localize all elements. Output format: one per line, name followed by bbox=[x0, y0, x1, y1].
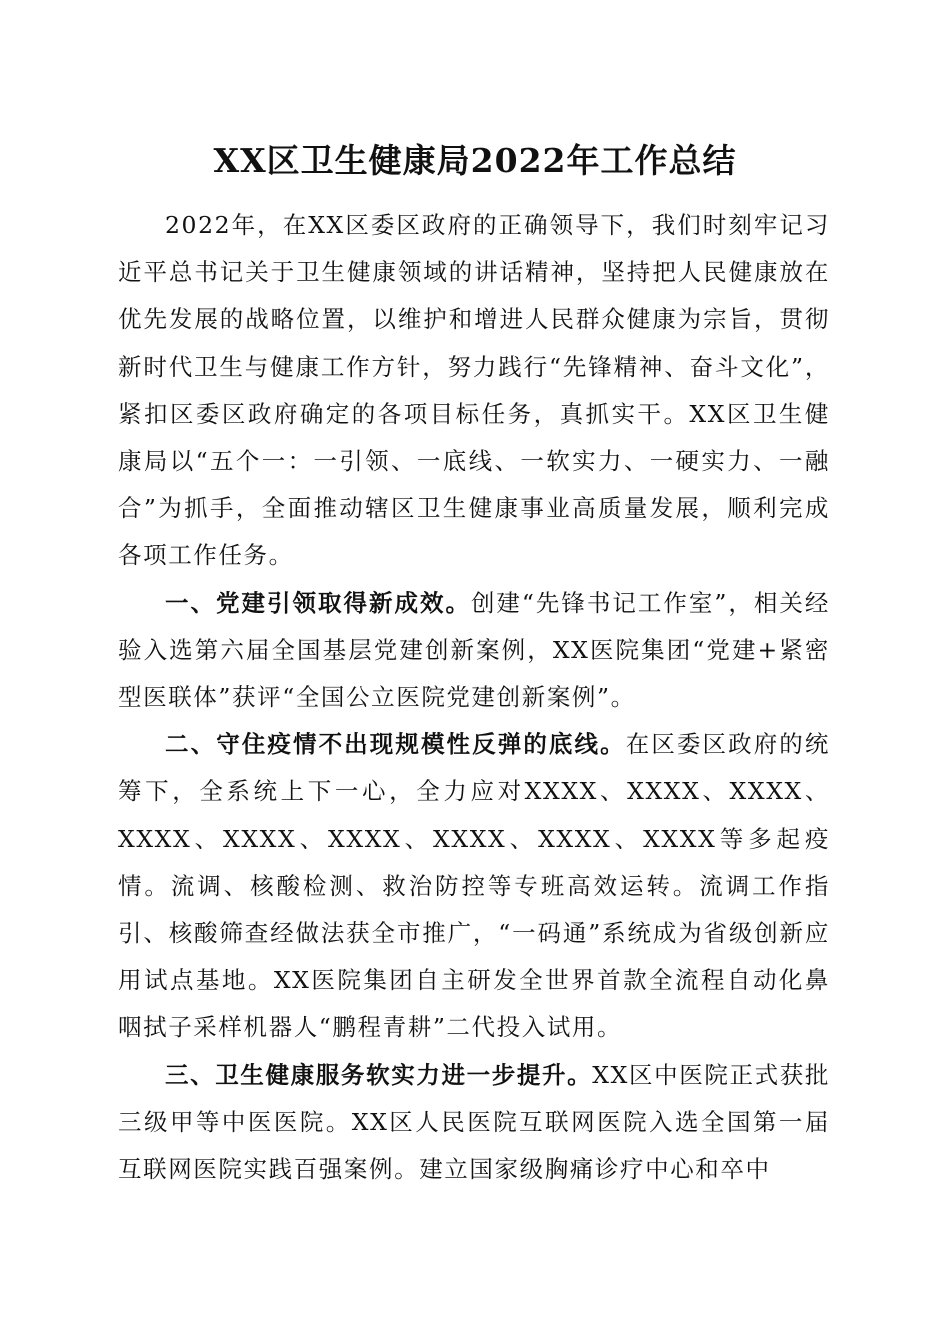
paragraph-text: 创建“先锋书记工作室”，相关经验入选第六届全国基层党建创新案例，XX医院集团“党建+紧密型医联体”获评“全国公立医院党建创新案例”。 bbox=[118, 588, 830, 712]
paragraph-party-building bbox=[118, 580, 830, 722]
paragraph-text: 2022年，在XX区委区政府的正确领导下，我们时刻牢记习近平总书记关于卫生健康领域的讲话精神，坚持把人民健康放在优先发展的战略位置，以维护和增进人民群众健康为宗旨，贯彻新时代卫生与健康工作方针，努力践行“先锋精神、奋斗文化”，紧扣区委区政府确定的各项目标任务，真抓实干。XX区卫生健康局以“五个一：一引领、一底线、一软实力、一硬实力、一融合”为抓手，全面推动辖区卫生健康事业高质量发展，顺利完成各项工作任务。 bbox=[118, 211, 830, 570]
paragraph-text: XX区中医院正式获批三级甲等中医医院。XX区人民医院互联网医院入选全国第一届互联网医院实践百强案例。建立国家级胸痛诊疗中心和卒中 bbox=[118, 1060, 830, 1184]
section-heading: 二、守住疫情不出现规模性反弹的底线。 bbox=[165, 730, 626, 759]
paragraph-epidemic bbox=[118, 721, 830, 1051]
document-body bbox=[118, 202, 830, 1193]
section-heading: 一、党建引领取得新成效。 bbox=[165, 588, 471, 617]
document-title: XX区卫生健康局2022年工作总结 bbox=[213, 141, 737, 180]
paragraph-soft-power bbox=[118, 1052, 830, 1194]
paragraph-text: 在区委区政府的统筹下，全系统上下一心，全力应对XXXX、XXXX、XXXX、XXXX、XXXX、XXXX、XXXX、XXXX、XXXX等多起疫情。流调、核酸检测、救治防控等专班高效运转。流调工作指引、核酸筛查经做法获全市推广，“一码通”系统成为省级创新应用试点基地。XX医院集团自主研发全世界首款全流程自动化鼻咽拭子采样机器人“鹏程青耕”二代投入试用。 bbox=[118, 730, 830, 1042]
section-heading: 三、卫生健康服务软实力进一步提升。 bbox=[165, 1060, 593, 1089]
paragraph-intro bbox=[118, 202, 830, 580]
